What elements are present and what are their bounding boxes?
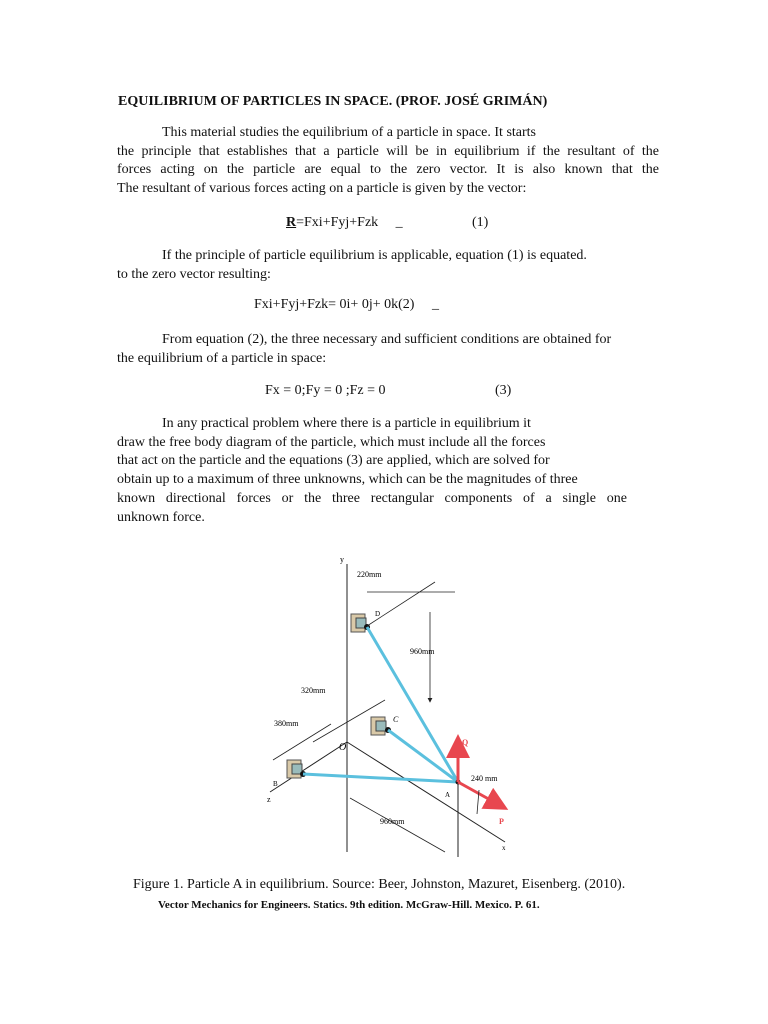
paragraph-practical bbox=[117, 415, 627, 527]
dim-extension-d bbox=[367, 582, 435, 626]
free-body-diagram bbox=[255, 552, 525, 862]
paragraph-line: known directional forces or the three rectangular components of a single one bbox=[117, 490, 627, 506]
dim-line-380 bbox=[273, 724, 331, 760]
paragraph-equated bbox=[117, 247, 659, 284]
paragraph-line: forces acting on the particle are equal to the zero vector. It is also known that the bbox=[117, 162, 659, 178]
figure-caption: Figure 1. Particle A in equilibrium. Source: Beer, Johnston, Mazuret, Eisenberg. (2010). bbox=[133, 877, 626, 892]
paragraph-line: obtain up to a maximum of three unknowns, which can be the magnitudes of three bbox=[117, 472, 578, 488]
label-dim-320: 320mm bbox=[301, 686, 326, 695]
equation-1-rhs: =Fxi+Fyj+Fzk bbox=[296, 215, 379, 230]
label-point-d: D bbox=[375, 610, 381, 618]
label-dim-240: 240 mm bbox=[471, 774, 498, 783]
paragraph-line: This material studies the equilibrium of a particle in space. It starts bbox=[162, 125, 537, 140]
support-c bbox=[371, 717, 391, 735]
z-axis-line bbox=[270, 742, 347, 792]
equation-1-dash: _ bbox=[395, 215, 403, 230]
label-point-b: B bbox=[273, 780, 278, 788]
label-dim-220: 220mm bbox=[357, 570, 382, 579]
label-point-c: C bbox=[393, 715, 399, 724]
equation-3: Fx = 0;Fy = 0 ;Fz = 0 bbox=[265, 383, 386, 398]
label-force-q: Q bbox=[462, 738, 469, 747]
paragraph-intro bbox=[117, 124, 659, 199]
force-p-arrow bbox=[458, 782, 503, 807]
label-force-p: P bbox=[499, 817, 504, 826]
label-dim-380: 380mm bbox=[274, 719, 299, 728]
paragraph-line: to the zero vector resulting: bbox=[117, 266, 271, 282]
label-origin: O bbox=[339, 742, 347, 753]
document-title: EQUILIBRIUM OF PARTICLES IN SPACE. (PROF. JOSÉ GRIMÁN) bbox=[118, 94, 548, 109]
label-dim-960-horizontal: 960mm bbox=[380, 817, 405, 826]
paragraph-line: In any practical problem where there is a particle in equilibrium it bbox=[162, 416, 531, 431]
paragraph-line: The resultant of various forces acting on a particle is given by the vector: bbox=[117, 181, 527, 197]
paragraph-line: If the principle of particle equilibrium is applicable, equation (1) is equated. bbox=[162, 248, 587, 263]
paragraph-line: that act on the particle and the equations (3) are applied, which are solved for bbox=[117, 453, 550, 469]
equation-1-number: (1) bbox=[472, 215, 489, 230]
label-x-axis: x bbox=[502, 844, 506, 852]
paragraph-line: the equilibrium of a particle in space: bbox=[117, 350, 327, 366]
label-dim-960-vertical: 960mm bbox=[410, 647, 435, 656]
paragraph-conditions bbox=[117, 331, 659, 368]
paragraph-line: From equation (2), the three necessary and sufficient conditions are obtained for bbox=[162, 332, 612, 347]
paragraph-line: the principle that establishes that a particle will be in equilibrium if the resultant of the bbox=[117, 143, 659, 159]
paragraph-line: unknown force. bbox=[117, 509, 205, 525]
label-z-axis: z bbox=[267, 795, 271, 804]
paragraph-line: draw the free body diagram of the particle, which must include all the forces bbox=[117, 434, 546, 450]
equation-1 bbox=[286, 215, 403, 231]
resultant-vector-symbol: R bbox=[286, 215, 297, 230]
cable-ab bbox=[303, 774, 458, 782]
equation-2-text: Fxi+Fyj+Fzk= 0i+ 0j+ 0k(2) bbox=[254, 297, 415, 312]
equation-3-number: (3) bbox=[495, 383, 512, 398]
figure-source: Vector Mechanics for Engineers. Statics. 9th edition. McGraw-Hill. Mexico. P. 61. bbox=[158, 899, 540, 911]
equation-2 bbox=[254, 297, 439, 313]
label-point-a: A bbox=[445, 791, 451, 799]
label-y-axis: y bbox=[340, 555, 344, 564]
equation-2-dash: _ bbox=[431, 297, 439, 312]
